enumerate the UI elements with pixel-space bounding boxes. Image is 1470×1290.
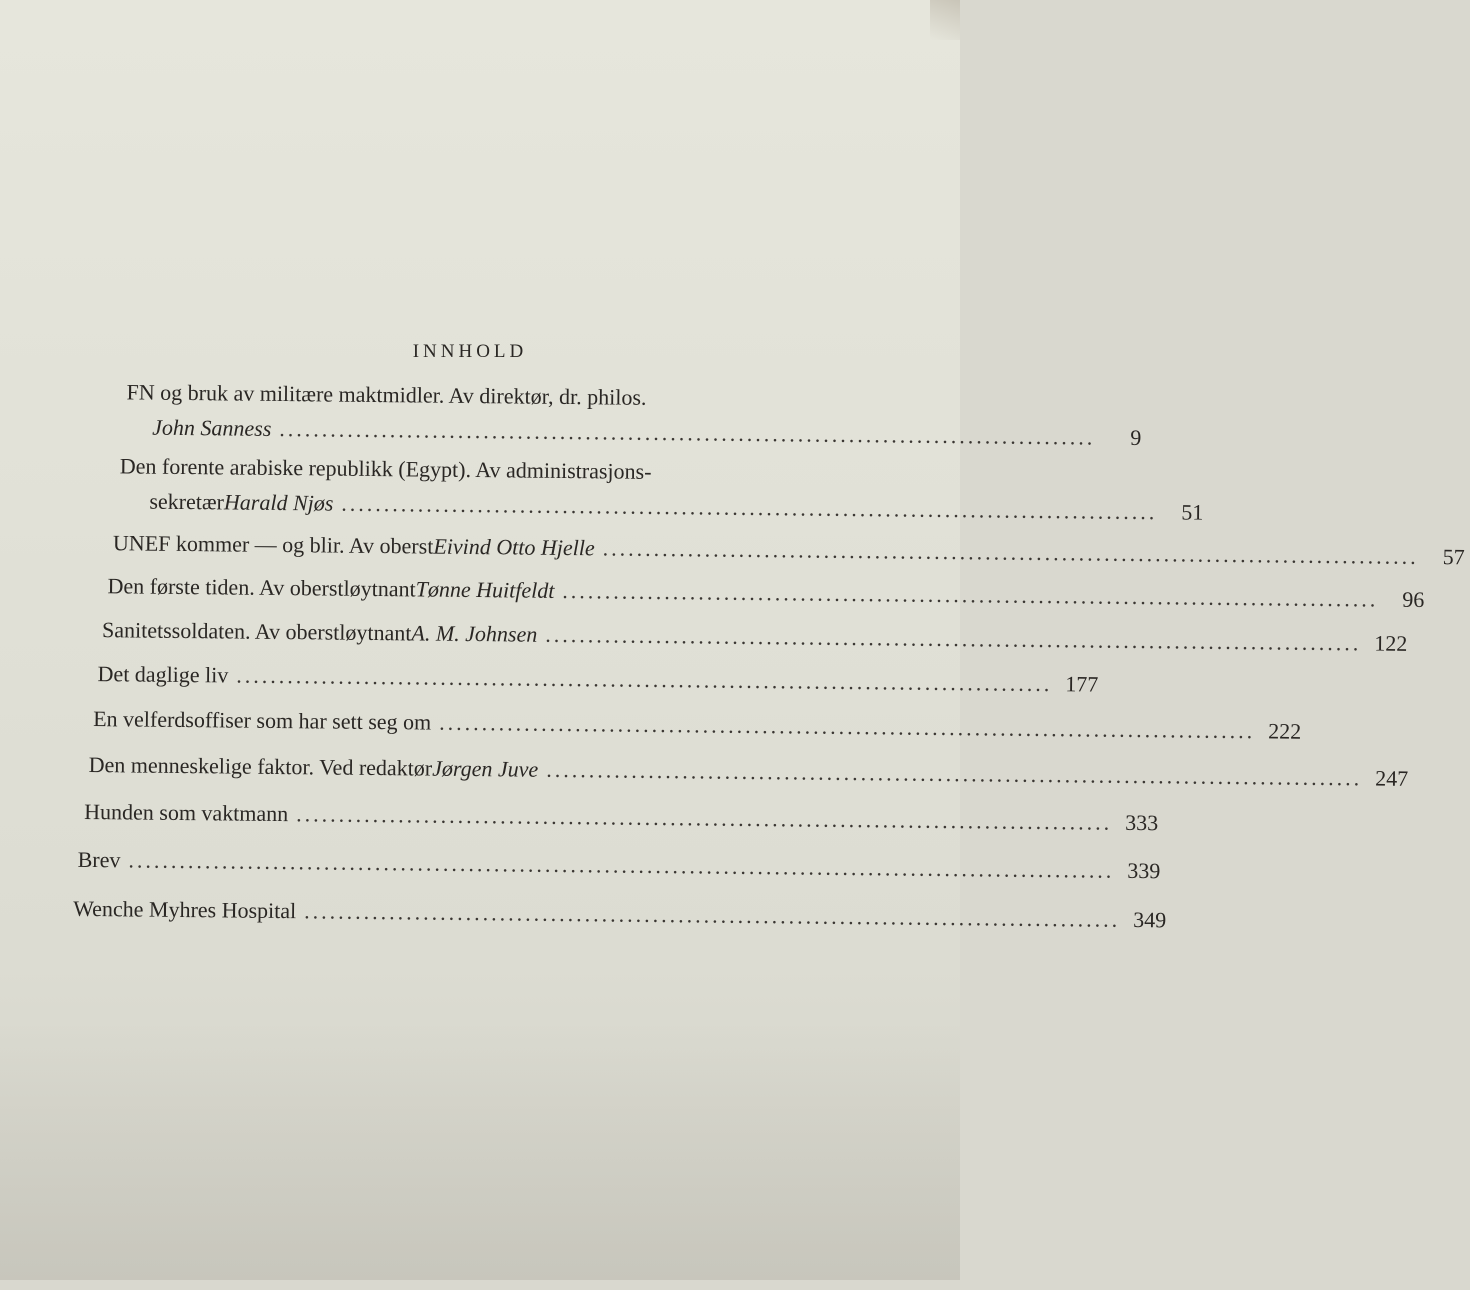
toc-entry-page: 247 [1375, 765, 1409, 791]
toc-entry-text: Sanitetssoldaten. Av oberstløytnant [101, 617, 412, 646]
toc-entry [97, 661, 1099, 697]
toc-entry-page: 57 [1442, 544, 1465, 570]
dot-leader: ................................................................................................ [296, 801, 1113, 835]
toc-entry-author: Tønne Huitfeldt [415, 576, 555, 603]
toc-entry [88, 752, 1409, 791]
toc-entry-page: 339 [1127, 857, 1161, 884]
toc-entry-author: Eivind Otto Hjelle [433, 533, 595, 561]
toc-entry-page: 9 [1130, 424, 1142, 451]
toc-entry-text: Den første tiden. Av oberstløytnant [107, 573, 416, 602]
toc-entry [112, 530, 1465, 570]
toc-entry-author: Jørgen Juve [432, 755, 539, 782]
toc-entry [107, 573, 1425, 612]
toc-entry-title-line: Den forente arabiske republikk (Egypt). Av administrasjons- [119, 453, 652, 484]
dot-leader: ................................................................................................ [545, 621, 1362, 656]
toc-entry-text: Den menneskelige faktor. Ved redaktør [88, 752, 433, 781]
toc-entry [101, 617, 1408, 656]
toc-entry-text: Wenche Myhres Hospital [73, 895, 297, 924]
toc-entry-page: 177 [1065, 671, 1099, 697]
dot-leader: ................................................................................................ [341, 490, 1158, 525]
toc-entry [73, 895, 1167, 933]
dot-leader: ................................................................................................ [236, 662, 1053, 697]
toc-entry-author: John Sanness [152, 414, 272, 441]
dot-leader: ................................................................................................ [304, 898, 1121, 932]
dot-leader: ................................................................................................ [602, 535, 1419, 569]
toc-entry-author: A. M. Johnsen [411, 620, 538, 647]
toc-entry-text: UNEF kommer — og blir. Av oberst [112, 530, 434, 559]
dot-leader: ................................................................................................ [279, 415, 1096, 450]
dot-leader: ................................................................................................ [562, 577, 1379, 612]
toc-entry-text: Hunden som vaktmann [84, 798, 289, 827]
toc-entry-page: 333 [1125, 809, 1159, 836]
toc-entry-author: Harald Njøs [223, 489, 334, 516]
dot-leader: ................................................................................................ [546, 756, 1363, 791]
toc-entry-text: Brev [77, 846, 121, 873]
toc-entry-page: 96 [1402, 586, 1425, 612]
toc-entry [149, 488, 1204, 525]
toc-entry-page: 122 [1374, 630, 1408, 656]
dot-leader: ................................................................................................ [439, 709, 1256, 744]
toc-entry [93, 706, 1302, 744]
toc-entry-text: En velferdsoffiser som har sett seg om [93, 706, 432, 735]
toc-entry-page: 51 [1181, 499, 1204, 525]
dot-leader: .................................................................................................................... [128, 847, 1115, 883]
page-title: INNHOLD [412, 341, 528, 362]
toc-entry-text: sekretær [149, 488, 225, 515]
toc-entry [84, 798, 1159, 836]
toc-entry-title-line: FN og bruk av militære maktmidler. Av direktør, dr. philos. [126, 379, 647, 410]
toc-entry-page: 222 [1268, 718, 1302, 744]
toc-entry [77, 846, 1161, 884]
toc-entry-text: Det daglige liv [97, 661, 229, 688]
toc-entry [152, 414, 1142, 451]
toc-entry-page: 349 [1133, 906, 1167, 933]
